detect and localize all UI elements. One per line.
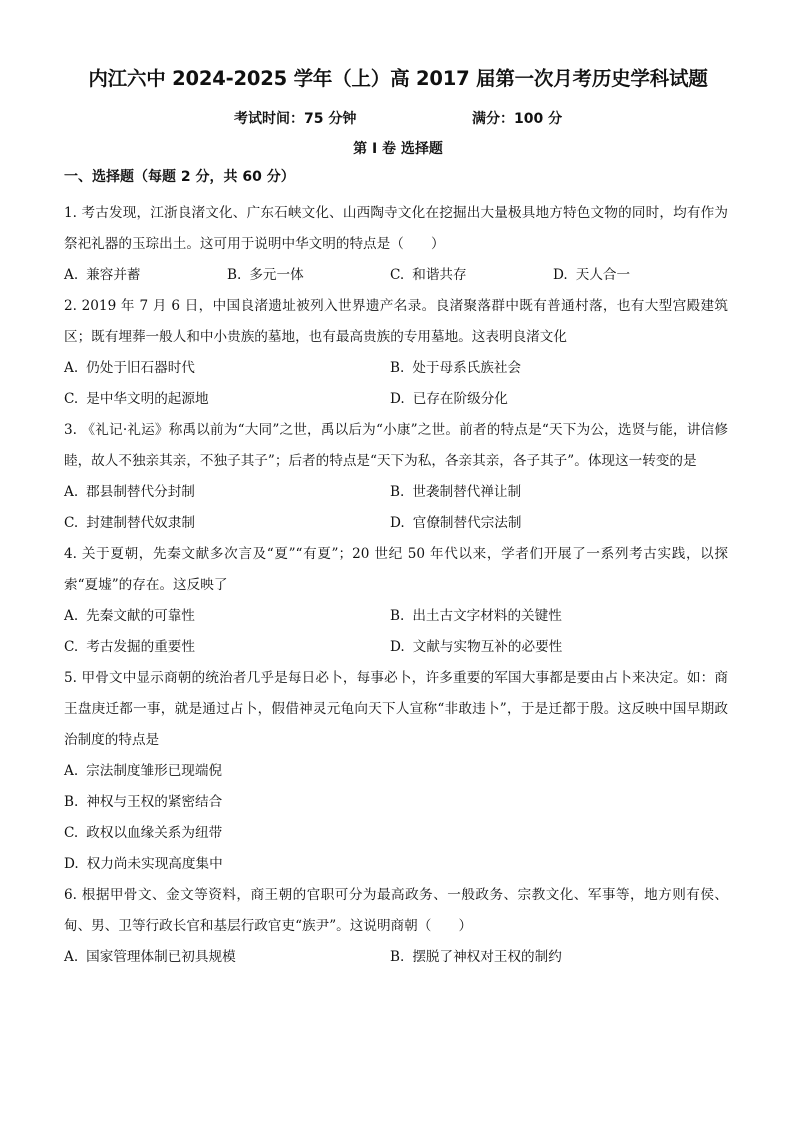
option-d[interactable] [390, 384, 716, 415]
option-text: 官僚制替代宗法制 [412, 515, 522, 531]
option-c[interactable] [64, 818, 716, 849]
option-letter: C. [64, 639, 79, 655]
question-stem: 4. 关于夏朝，先秦文献多次言及“夏”“有夏”；20 世纪 50 年代以来，学者们开展了一系列考古实践，以探索“夏墟”的存在。这反映了 [64, 546, 728, 593]
option-a[interactable] [64, 601, 390, 632]
option-text: 是中华文明的起源地 [86, 391, 209, 407]
options [64, 477, 724, 539]
option-letter: D. [390, 639, 405, 655]
option-letter: A. [64, 484, 79, 500]
option-c[interactable] [64, 632, 390, 663]
question-6 [64, 880, 728, 973]
option-text: 多元一体 [249, 267, 304, 283]
option-text: 考古发掘的重要性 [86, 639, 195, 655]
option-text: 国家管理体制已初具规模 [86, 949, 236, 965]
option-c[interactable] [390, 260, 553, 291]
option-letter: A. [64, 360, 79, 376]
option-c[interactable] [64, 384, 390, 415]
option-letter: D. [390, 515, 405, 531]
option-c[interactable] [64, 508, 390, 539]
option-letter: A. [64, 608, 79, 624]
option-letter: C. [64, 825, 79, 841]
option-text: 出土古文字材料的关键性 [412, 608, 562, 624]
exam-meta [72, 106, 724, 132]
option-a[interactable] [64, 756, 716, 787]
options [64, 353, 724, 415]
option-text: 郡县制替代分封制 [86, 484, 195, 500]
option-letter: D. [390, 391, 405, 407]
option-d[interactable] [390, 508, 716, 539]
option-letter: B. [390, 949, 405, 965]
option-b[interactable] [390, 942, 716, 973]
option-letter: B. [390, 484, 405, 500]
question-5 [64, 663, 728, 880]
question-stem: 5. 甲骨文中显示商朝的统治者几乎是每日必卜，每事必卜，许多重要的军国大事都是要由占卜来决定。如：商王盘庚迁都一事，就是通过占卜，假借神灵元龟向天下人宣称“非敢违卜”，于是迁都于殷。这反映中国早期政治制度的特点是 [64, 670, 728, 748]
option-text: 和谐共存 [412, 267, 467, 283]
option-letter: B. [390, 360, 405, 376]
option-letter: A. [64, 763, 79, 779]
option-text: 文献与实物互补的必要性 [412, 639, 563, 655]
exam-time: 考试时间：75 分钟 [234, 111, 357, 127]
option-text: 神权与王权的紧密结合 [86, 794, 223, 810]
question-1 [64, 198, 728, 291]
option-a[interactable] [64, 353, 390, 384]
option-text: 宗法制度雏形已现端倪 [86, 763, 223, 779]
option-b[interactable] [390, 353, 716, 384]
question-stem: 2. 2019 年 7 月 6 日，中国良渚遗址被列入世界遗产名录。良渚聚落群中既有普通村落，也有大型宫殿建筑区；既有埋葬一般人和中小贵族的墓地，也有最高贵族的专用墓地。这表明良渚文化 [64, 298, 728, 345]
option-letter: D. [64, 856, 79, 872]
option-text: 封建制替代奴隶制 [86, 515, 195, 531]
question-4 [64, 539, 728, 663]
option-text: 权力尚未实现高度集中 [86, 856, 223, 872]
question-stem: 3. 《礼记·礼运》称禹以前为“大同”之世，禹以后为“小康”之世。前者的特点是“天下为公，选贤与能，讲信修睦，故人不独亲其亲，不独子其子”；后者的特点是“天下为私，各亲其亲，各子其子”。体现这一转变的是 [64, 422, 728, 469]
question-stem: 1. 考古发现，江浙良渚文化、广东石峡文化、山西陶寺文化在挖掘出大量极具地方特色文物的同时，均有作为祭祀礼器的玉琮出土。这可用于说明中华文明的特点是（ ） [64, 205, 728, 252]
option-text: 兼容并蓄 [86, 267, 141, 283]
option-b[interactable] [227, 260, 390, 291]
option-text: 处于母系氏族社会 [412, 360, 522, 376]
option-b[interactable] [64, 787, 716, 818]
full-score: 满分：100 分 [472, 111, 563, 127]
option-d[interactable] [553, 260, 716, 291]
option-letter: B. [227, 267, 242, 283]
exam-title: 内江六中 2024-2025 学年（上）高 2017 届第一次月考历史学科试题 [88, 67, 708, 90]
option-letter: A. [64, 267, 79, 283]
options [64, 756, 724, 880]
exam-page [64, 62, 728, 973]
option-a[interactable] [64, 260, 227, 291]
option-text: 天人合一 [575, 267, 631, 283]
option-letter: B. [64, 794, 79, 810]
option-a[interactable] [64, 477, 390, 508]
section-title: 第 I 卷 选择题 [353, 141, 443, 157]
option-text: 政权以血缘关系为纽带 [86, 825, 223, 841]
option-d[interactable] [64, 849, 716, 880]
option-letter: C. [390, 267, 405, 283]
option-b[interactable] [390, 477, 716, 508]
option-text: 仍处于旧石器时代 [86, 360, 195, 376]
part-title: 一、选择题（每题 2 分，共 60 分） [64, 169, 295, 185]
option-d[interactable] [390, 632, 716, 663]
option-a[interactable] [64, 942, 390, 973]
options [64, 601, 724, 663]
question-3 [64, 415, 728, 539]
option-letter: C. [64, 515, 79, 531]
options [64, 260, 724, 291]
option-text: 已存在阶级分化 [412, 391, 508, 407]
question-stem: 6. 根据甲骨文、金文等资料，商王朝的官职可分为最高政务、一般政务、宗教文化、军事等，地方则有侯、甸、男、卫等行政长官和基层行政官吏“族尹”。这说明商朝（ ） [64, 887, 728, 934]
option-letter: C. [64, 391, 79, 407]
option-b[interactable] [390, 601, 716, 632]
option-letter: D. [553, 267, 568, 283]
option-text: 世袭制替代禅让制 [412, 484, 522, 500]
option-letter: A. [64, 949, 79, 965]
option-text: 摆脱了神权对王权的制约 [412, 949, 562, 965]
option-letter: B. [390, 608, 405, 624]
options [64, 942, 724, 973]
question-2 [64, 291, 728, 415]
option-text: 先秦文献的可靠性 [86, 608, 195, 624]
